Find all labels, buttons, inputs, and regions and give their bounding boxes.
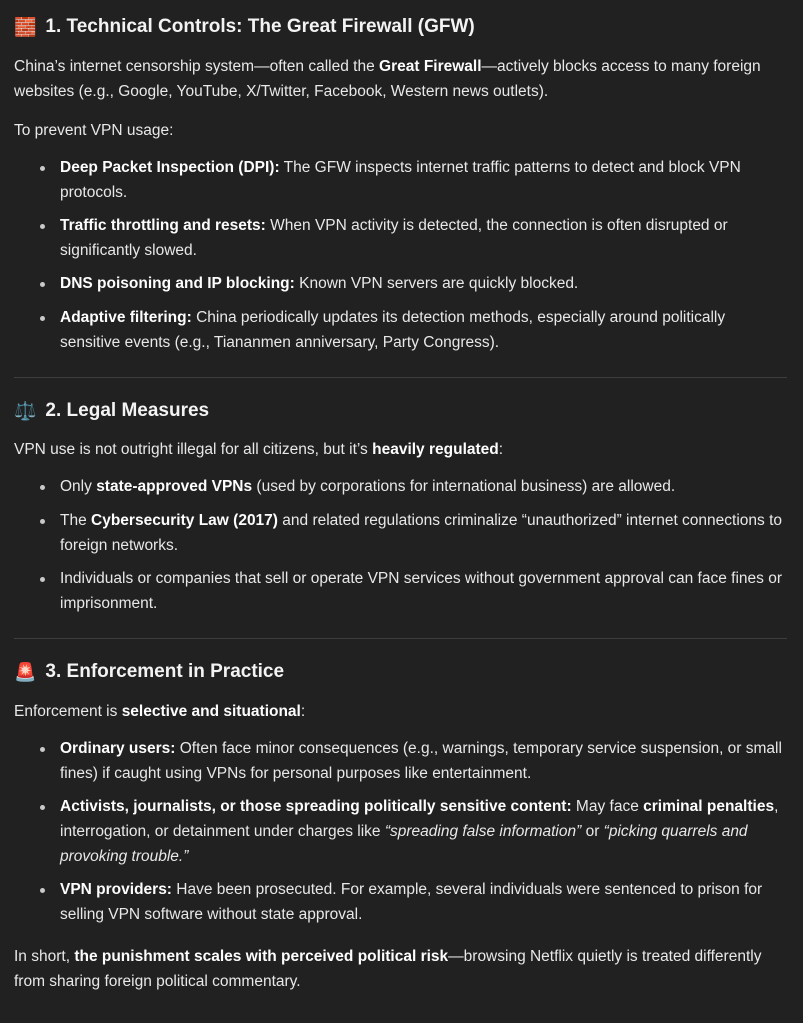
list-item-rest: When VPN activity is detected, the connection is often disrupted or significantly slowed. (60, 217, 728, 260)
list-item-rest: May face criminal penalties, interrogation, or detainment under charges like “spreading false information” or “picking quarrels and provoking trouble.” (60, 798, 779, 866)
section-heading-1-text: 1. Technical Controls: The Great Firewall (GFW) (45, 16, 475, 37)
balance-scale-icon: ⚖️ (14, 400, 37, 421)
list-item (44, 474, 787, 499)
list-item-lead: Activists, journalists, or those spreading politically sensitive content: (60, 798, 572, 815)
list-item (44, 305, 787, 355)
section-3-list (14, 736, 787, 928)
intro-text-c: —actively blocks access to many foreign websites (e.g., Google, YouTube, X/Twitter, Facebook, Western news outlets). (14, 57, 761, 100)
list-item-lead: state-approved VPNs (96, 478, 253, 496)
intro-text-b: selective and situational (121, 702, 301, 720)
list-item-lead: Adaptive filtering: (60, 308, 192, 326)
list-item (44, 271, 787, 296)
list-item-rest: (used by corporations for international business) are allowed. (252, 478, 676, 496)
closing-text-c: —browsing Netflix quietly is treated differently from sharing foreign political commentary. (14, 947, 762, 990)
list-item-rest: and related regulations criminalize “unauthorized” internet connections to foreign networks. (60, 511, 783, 554)
list-item-pre: The (60, 511, 92, 529)
list-item-lead: Ordinary users: (60, 739, 176, 757)
brick-wall-icon: 🧱 (14, 16, 37, 37)
section-3-closing (14, 944, 787, 994)
section-enforcement-in-practice (14, 659, 787, 994)
list-item-rest: The GFW inspects internet traffic patterns to detect and block VPN protocols. (60, 158, 741, 202)
list-item-rest: Individuals or companies that sell or operate VPN services without government approval can face fines or imprisonment. (60, 569, 782, 612)
list-item (44, 213, 787, 263)
list-item (44, 794, 787, 869)
section-legal-measures (14, 398, 787, 616)
list-item-lead: DNS poisoning and IP blocking: (60, 275, 295, 293)
list-item-lead: Deep Packet Inspection (DPI): (60, 158, 280, 176)
section-1-subintro: To prevent VPN usage: (14, 121, 174, 139)
list-item-rest: China periodically updates its detection methods, especially around politically sensitive events (e.g., Tiananmen anniversary, Party Congress). (60, 308, 726, 351)
list-item-pre: Only (60, 478, 97, 496)
list-item (44, 566, 787, 616)
intro-text-a: Enforcement is (14, 702, 122, 720)
section-1-list (14, 155, 787, 355)
intro-text-b: heavily regulated (372, 441, 499, 459)
list-item (44, 155, 787, 205)
intro-text-a: China’s internet censorship system—often called the (14, 57, 380, 75)
list-item-lead: Cybersecurity Law (2017) (91, 511, 278, 529)
section-divider-1 (14, 377, 787, 378)
intro-text-a: VPN use is not outright illegal for all citizens, but it’s (14, 441, 373, 459)
closing-text-b: the punishment scales with perceived political risk (74, 947, 449, 965)
section-heading-1 (14, 14, 787, 40)
police-light-icon: 🚨 (14, 661, 37, 682)
intro-text-c: : (498, 441, 504, 459)
list-item (44, 877, 787, 927)
section-1-intro (14, 54, 787, 104)
list-item (44, 736, 787, 786)
intro-text-b: Great Firewall (379, 57, 482, 75)
list-item (44, 508, 787, 558)
list-item-lead: VPN providers: (60, 881, 172, 899)
closing-text-a: In short, (14, 947, 75, 965)
section-divider-2 (14, 638, 787, 639)
intro-text-c: : (300, 702, 306, 720)
section-heading-3 (14, 659, 787, 685)
section-3-intro (14, 699, 787, 724)
section-heading-2-text: 2. Legal Measures (45, 399, 210, 421)
list-item-rest: Known VPN servers are quickly blocked. (294, 275, 579, 293)
section-2-list (14, 474, 787, 616)
section-2-intro (14, 437, 787, 462)
list-item-lead: Traffic throttling and resets: (60, 217, 266, 235)
list-item-rest: Have been prosecuted. For example, several individuals were sentenced to prison for selling VPN software without state approval. (60, 881, 763, 924)
list-item-rest: Often face minor consequences (e.g., warnings, temporary service suspension, or small fines) if caught using VPNs for personal purposes like entertainment. (60, 739, 782, 782)
section-heading-2 (14, 398, 787, 424)
section-heading-3-text: 3. Enforcement in Practice (45, 661, 285, 683)
section-technical-controls (14, 14, 787, 355)
